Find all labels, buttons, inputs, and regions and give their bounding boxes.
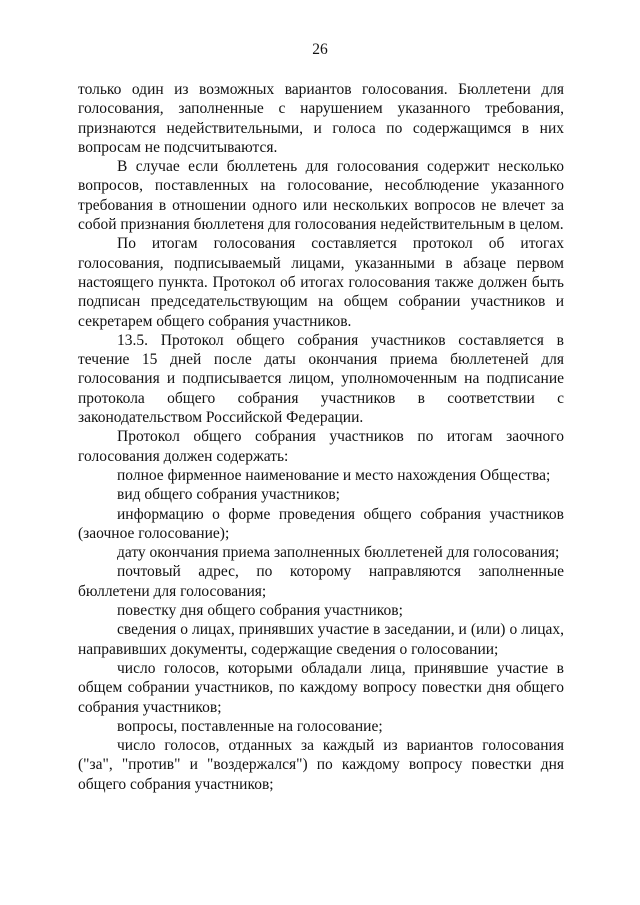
list-item: число голосов, отданных за каждый из вариантов голосования ("за", "против" и "воздержался") по каждому вопросу повестки дня общего собрания участников;: [78, 737, 564, 793]
paragraph-clause-13-5: 13.5. Протокол общего собрания участников составляется в течение 15 дней после даты окончания приема бюллетеней для голосования и подписывается лицом, уполномоченным на подписание протокола общего собрания участников в соответствии с законодательством Российской Федерации.: [78, 331, 564, 427]
list-item: число голосов, которыми обладали лица, принявшие участие в общем собрании участников, по каждому вопросу повестки дня общего собрания участников;: [78, 659, 564, 716]
list-item: повестку дня общего собрания участников;: [117, 602, 403, 620]
list-item: почтовый адрес, по которому направляются заполненные бюллетени для голосования;: [78, 563, 564, 600]
document-body: [78, 80, 564, 794]
list-item: вид общего собрания участников;: [117, 486, 340, 504]
list-item: дату окончания приема заполненных бюллетеней для голосования;: [117, 544, 560, 562]
list-item: информацию о форме проведения общего собрания участников (заочное голосование);: [78, 505, 564, 542]
paragraph-voting-results-protocol: По итогам голосования составляется протокол об итогах голосования, подписываемый лицами, указанными в абзаце первом настоящего пункта. Протокол об итогах голосования также должен быть подписан председательствующим на общем собрании участников и секретарем общего собрания участников.: [78, 235, 564, 330]
list-item: сведения о лицах, принявших участие в заседании, и (или) о лицах, направивших документы, содержащие сведения о голосовании;: [78, 621, 564, 658]
paragraph-continuation: только один из возможных вариантов голосования. Бюллетени для голосования, заполненные с нарушением указанного требования, признаются недействительными, и голоса по содержащимся в них вопросам не подсчитываются.: [78, 81, 564, 156]
list-item: полное фирменное наименование и место нахождения Общества;: [117, 466, 551, 484]
list-item: вопросы, поставленные на голосование;: [117, 717, 383, 735]
paragraph-ballot-validity: В случае если бюллетень для голосования содержит несколько вопросов, поставленных на голосование, несоблюдение указанного требования в отношении одного или нескольких вопросов не влечет за собой признания бюллетеня для голосования недействительным в целом.: [78, 158, 564, 234]
page-number: 26: [312, 41, 328, 58]
paragraph-protocol-contents-intro: Протокол общего собрания участников по итогам заочного голосования должен содержать:: [78, 428, 564, 465]
